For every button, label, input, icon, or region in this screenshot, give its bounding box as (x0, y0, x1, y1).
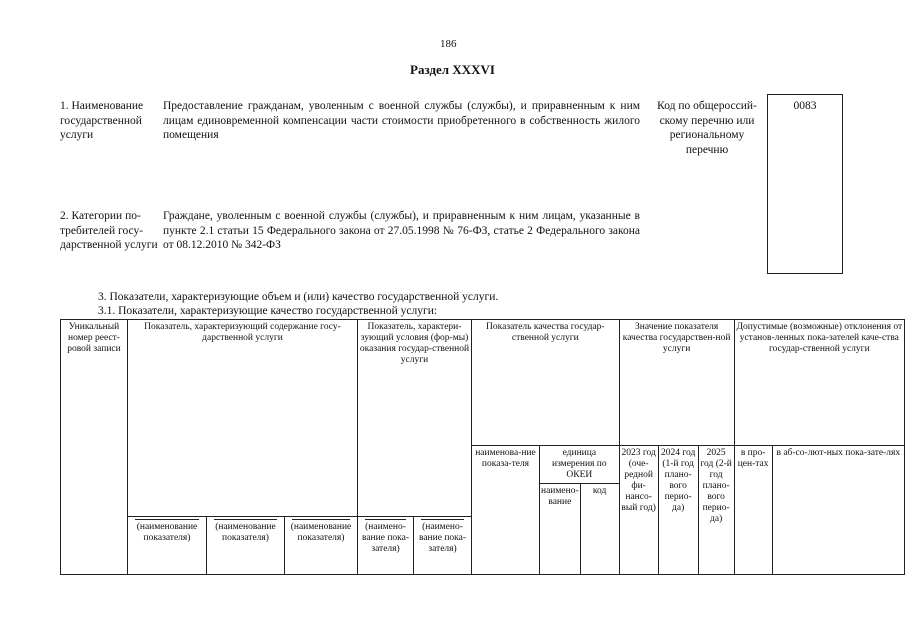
header-quality-name: наименова-ние показа-теля (472, 446, 540, 575)
section-title: Раздел XXXVI (410, 62, 495, 77)
header-year-2024: 2024 год (1-й год плано-вого перио-да) (658, 446, 698, 575)
registry-code-box (767, 94, 843, 274)
header-unit-name: наимено-вание (540, 484, 581, 575)
condition-indicator-sub-1: (наимено-вание пока-зателя) (358, 517, 414, 575)
header-indicator-value: Значение показателя качества государствен-ной услуги (619, 320, 734, 446)
consumer-category-label: 2. Категории по-требителей госу-дарственной услуги (60, 210, 158, 251)
content-indicator-sub-2: (наименование показателя) (207, 517, 285, 575)
content-indicator-sub-3: (наименование показателя) (285, 517, 358, 575)
service-name-value: Предоставление гражданам, уволенным с военной службы (службы), и приравненным к ним лицам единовременной компенсации части стоимости приобретенного в собственность жилого помещения (163, 100, 640, 141)
indicators-heading: 3. Показатели, характеризующие объем и (или) качество государственной услуги. (98, 291, 499, 303)
condition-indicator-sub-2: (наимено-вание пока-зателя) (414, 517, 472, 575)
service-name-label: 1. Наименование государственной услуги (60, 100, 144, 141)
header-deviation-absolute: в аб-со-лют-ных пока-зате-лях (772, 446, 904, 575)
quality-indicators-table (60, 319, 905, 575)
header-allowed-deviation: Допустимые (возможные) отклонения от установ-ленных пока-зателей каче-ства государ-ственной услуги (734, 320, 904, 446)
consumer-category-value: Граждане, уволенным с военной службы (службы), и приравненным к ним лицам, указанные в пункте 2.1 статьи 15 Федерального закона от 27.05.1998 № 76-ФЗ, статье 2 Федерального закона от 08.12.2010 № 342-ФЗ (163, 210, 640, 251)
page-number: 186 (440, 38, 457, 50)
header-unit-code: код (580, 484, 619, 575)
header-year-2025: 2025 год (2-й год плано-вого перио-да) (698, 446, 734, 575)
registry-code-value: 0083 (793, 100, 817, 112)
quality-indicators-heading: 3.1. Показатели, характеризующие качество государственной услуги: (98, 305, 438, 317)
registry-code-label: Код по общероссий-скому перечню или региональному перечню (657, 100, 757, 156)
header-deviation-percent: в про-цен-тах (734, 446, 772, 575)
header-quality-indicator: Показатель качества государ-ственной услуги (472, 320, 620, 446)
header-unit-okei: единица измерения по ОКЕИ (540, 446, 620, 484)
header-unique-number: Уникальный номер реест-ровой записи (61, 320, 128, 575)
header-content-indicator: Показатель, характеризующий содержание госу-дарственной услуги (128, 320, 358, 517)
header-year-2023: 2023 год (оче-редной фи-нансо-вый год) (619, 446, 658, 575)
content-indicator-sub-1: (наименование показателя) (128, 517, 207, 575)
header-condition-indicator: Показатель, характери-зующий условия (фор-мы) оказания государ-ственной услуги (358, 320, 472, 517)
